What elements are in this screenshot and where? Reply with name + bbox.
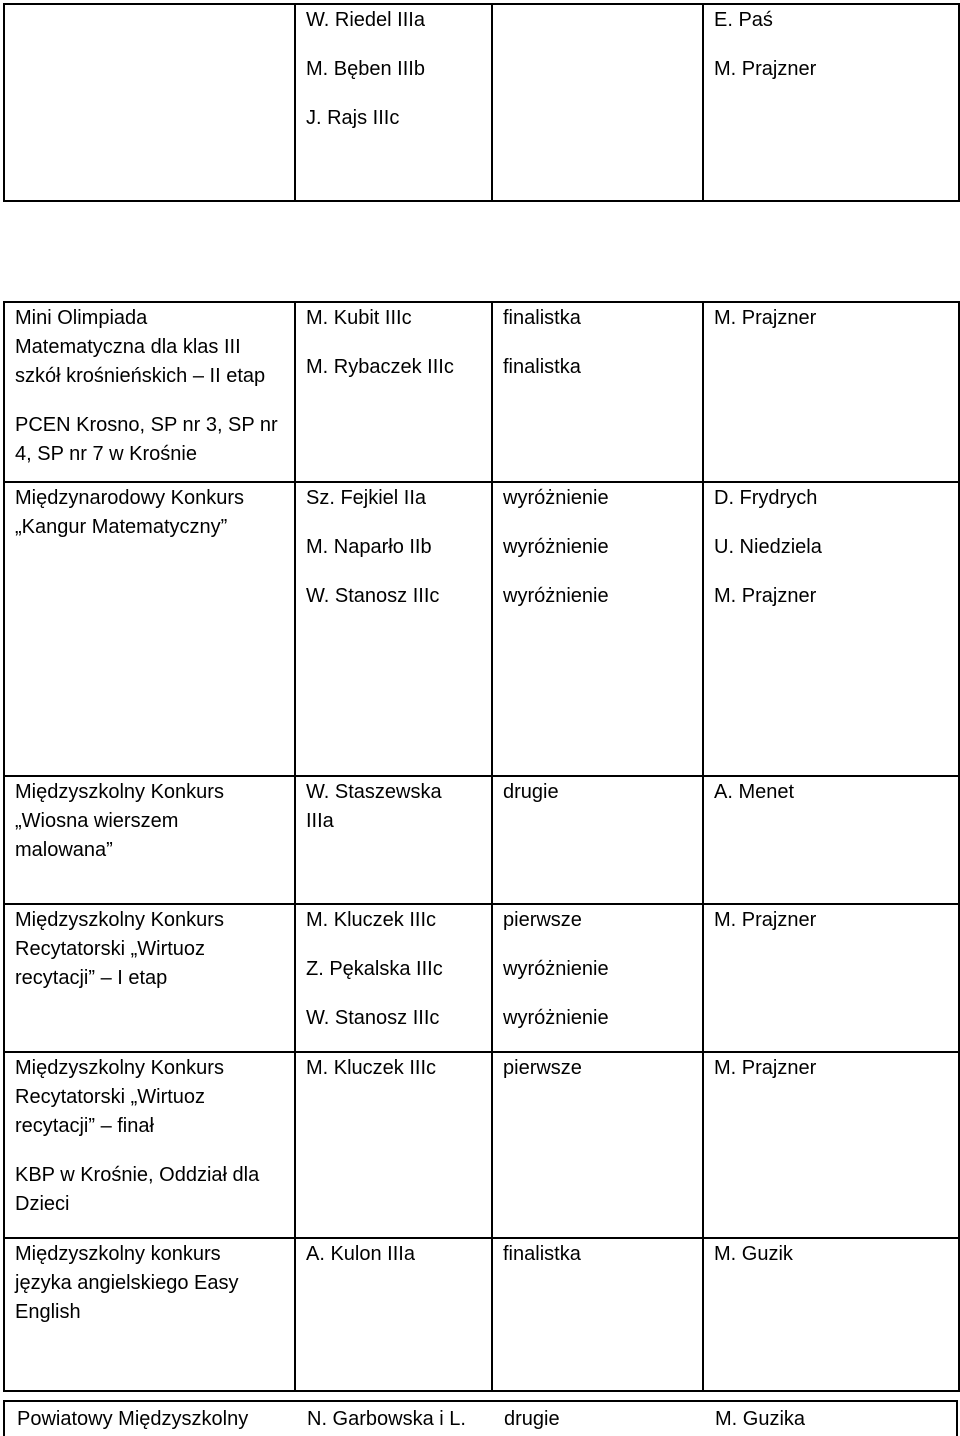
student-name: M. Kluczek IIIc — [306, 909, 437, 931]
result-label: pierwsze — [503, 1057, 582, 1079]
competition-name: Recytatorski „Wirtuoz — [15, 938, 206, 960]
students-cell — [295, 904, 492, 1052]
organizer-name: KBP w Krośnie, Oddział dla — [15, 1164, 260, 1186]
competition-name: Międzyszkolny Konkurs — [15, 781, 224, 803]
teacher-name: M. Prajzner — [714, 585, 817, 607]
student-name: M. Kluczek IIIc — [306, 1057, 437, 1079]
competition-cell — [4, 1238, 295, 1391]
competition-name: Międzynarodowy Konkurs — [15, 487, 244, 509]
student-name: W. Riedel IIIa — [306, 9, 425, 31]
teachers-cell — [703, 302, 959, 482]
teacher-name: U. Niedziela — [714, 536, 822, 558]
teachers-cell — [703, 1052, 959, 1238]
competition-name: malowana” — [15, 839, 113, 861]
results-cell — [492, 904, 703, 1052]
results-cell — [492, 482, 703, 776]
competition-name: Międzyszkolny Konkurs — [15, 1057, 224, 1079]
teachers-cell — [703, 1238, 959, 1391]
result-label: wyróżnienie — [503, 536, 609, 558]
student-name: Sz. Fejkiel IIa — [306, 487, 427, 509]
competition-cell — [4, 482, 295, 776]
table-row — [4, 1238, 959, 1391]
students-cell — [295, 4, 492, 201]
result-label: drugie — [504, 1408, 560, 1430]
competition-name: języka angielskiego Easy — [15, 1272, 239, 1294]
competition-name: English — [15, 1301, 81, 1323]
teacher-name: M. Prajzner — [714, 58, 817, 80]
competition-cell — [4, 904, 295, 1052]
table-row — [4, 904, 959, 1052]
competition-name: Mini Olimpiada — [15, 307, 148, 329]
results-cell — [492, 1238, 703, 1391]
competition-name: „Wiosna wierszem — [15, 810, 179, 832]
student-name: M. Rybaczek IIIc — [306, 356, 454, 378]
teacher-name: A. Menet — [714, 781, 795, 803]
table-row-partial — [3, 1400, 958, 1436]
teachers-cell — [703, 482, 959, 776]
competition-name: recytacji” – finał — [15, 1115, 154, 1137]
student-name: W. Stanosz IIIc — [306, 585, 440, 607]
table-row — [4, 302, 959, 482]
table-row — [4, 1052, 959, 1238]
students-cell — [295, 1052, 492, 1238]
student-name: W. Stanosz IIIc — [306, 1007, 440, 1029]
competition-cell — [4, 4, 295, 201]
result-label: finalistka — [503, 1243, 581, 1265]
student-name: Z. Pękalska IIIc — [306, 958, 443, 980]
teacher-name: M. Guzika — [715, 1408, 806, 1430]
table-row — [4, 4, 959, 201]
teacher-name: M. Prajzner — [714, 307, 817, 329]
result-label: wyróżnienie — [503, 958, 609, 980]
competition-cell — [4, 302, 295, 482]
student-name: M. Kubit IIIc — [306, 307, 412, 329]
students-cell — [295, 302, 492, 482]
student-name: J. Rajs IIIc — [306, 107, 400, 129]
result-label: wyróżnienie — [503, 585, 609, 607]
student-name: M. Naparło IIb — [306, 536, 432, 558]
competition-name: Powiatowy Międzyszkolny — [17, 1408, 249, 1430]
result-label: finalistka — [503, 307, 581, 329]
competition-name: Międzyszkolny konkurs — [15, 1243, 221, 1265]
competition-name: „Kangur Matematyczny” — [15, 516, 228, 538]
results-cell — [492, 1052, 703, 1238]
result-label: wyróżnienie — [503, 1007, 609, 1029]
teachers-cell — [703, 776, 959, 904]
competition-name: Recytatorski „Wirtuoz — [15, 1086, 206, 1108]
teachers-cell — [703, 4, 959, 201]
competition-name: Matematyczna dla klas III — [15, 336, 241, 358]
student-name: N. Garbowska i L. — [307, 1408, 466, 1430]
students-cell — [295, 776, 492, 904]
result-label: drugie — [503, 781, 559, 803]
competition-name: recytacji” – I etap — [15, 967, 168, 989]
organizer-name: 4, SP nr 7 w Krośnie — [15, 443, 197, 465]
result-label: finalistka — [503, 356, 581, 378]
students-cell — [295, 1238, 492, 1391]
awards-table — [3, 3, 960, 1392]
table-row — [4, 776, 959, 904]
competition-cell — [4, 1052, 295, 1238]
teacher-name: M. Prajzner — [714, 909, 817, 931]
results-cell — [492, 302, 703, 482]
teacher-name: M. Prajzner — [714, 1057, 817, 1079]
teacher-name: E. Paś — [714, 9, 773, 31]
competition-name: szkół krośnieńskich – II etap — [15, 365, 266, 387]
table-row — [4, 482, 959, 776]
student-name: A. Kulon IIIa — [306, 1243, 415, 1265]
organizer-name: Dzieci — [15, 1193, 70, 1215]
student-name: M. Bęben IIIb — [306, 58, 425, 80]
result-label: wyróżnienie — [503, 487, 609, 509]
teachers-cell — [703, 904, 959, 1052]
student-name: IIIa — [306, 810, 334, 832]
results-cell — [492, 4, 703, 201]
competition-cell — [4, 776, 295, 904]
results-cell — [492, 776, 703, 904]
organizer-name: PCEN Krosno, SP nr 3, SP nr — [15, 414, 278, 436]
result-label: pierwsze — [503, 909, 582, 931]
teacher-name: D. Frydrych — [714, 487, 818, 509]
teacher-name: M. Guzik — [714, 1243, 793, 1265]
competition-name: Międzyszkolny Konkurs — [15, 909, 224, 931]
students-cell — [295, 482, 492, 776]
student-name: W. Staszewska — [306, 781, 442, 803]
